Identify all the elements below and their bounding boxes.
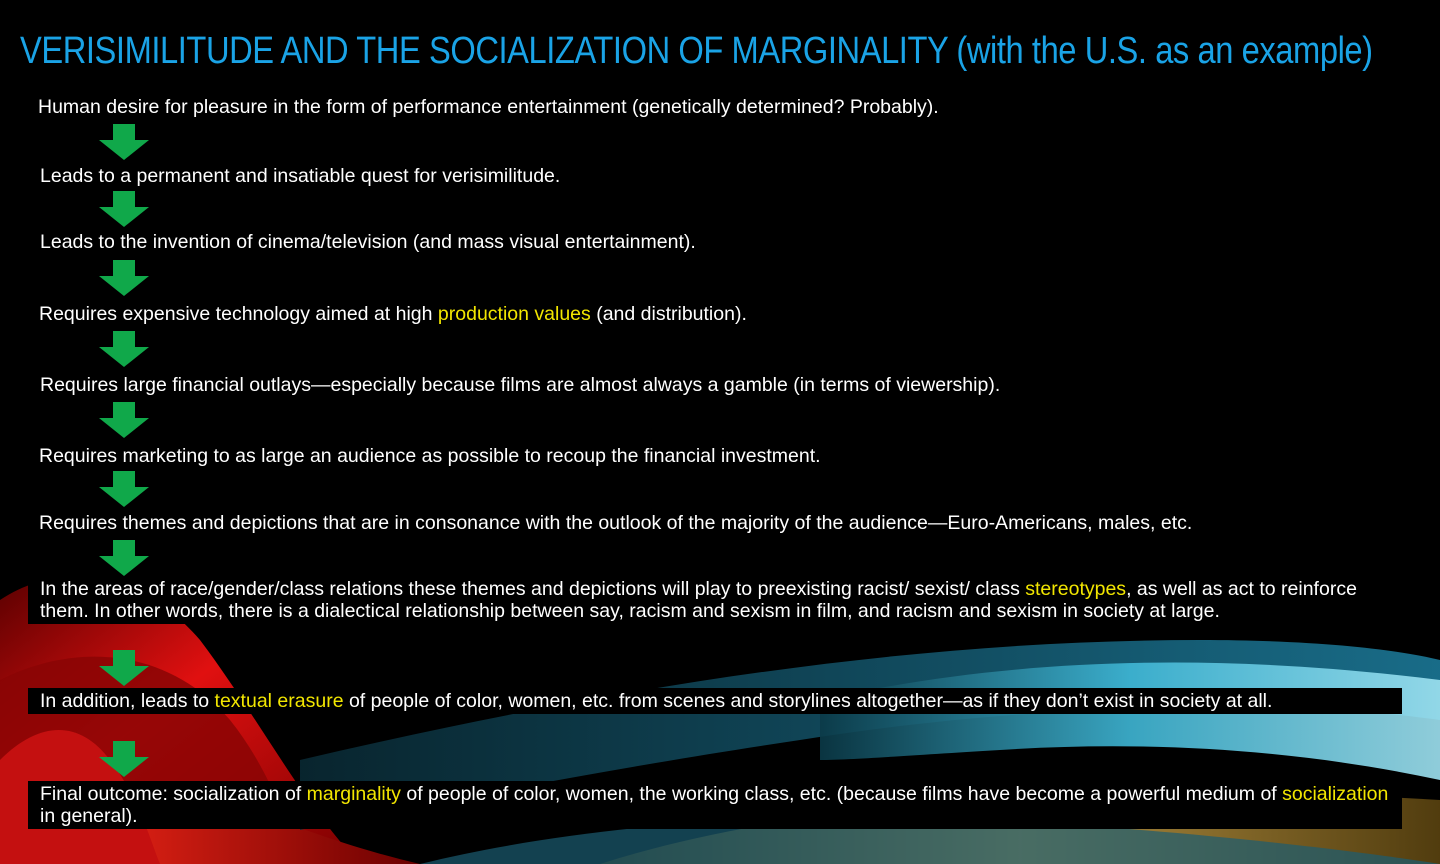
down-arrow-icon: [99, 650, 149, 686]
step-text: of people of color, women, etc. from scenes and storylines altogether—as if they don’t exist in society at all.: [343, 690, 1273, 712]
step-text: Requires expensive technology aimed at high: [39, 303, 438, 325]
step-text: in general).: [40, 805, 138, 827]
flow-step-7: [39, 512, 1429, 534]
step-text: In the areas of race/gender/class relations these themes and depictions will play to preexisting racist/ sexist/ class: [40, 578, 1026, 600]
step-text: of people of color, women, the working class, etc. (because films have become a powerful medium of: [400, 783, 1283, 805]
step-text: Requires themes and depictions that are in consonance with the outlook of the majority of the audience—Euro-Americans, males, etc.: [39, 512, 1193, 534]
step-text: In addition, leads to: [40, 690, 215, 712]
flow-step-5: [40, 374, 1430, 396]
down-arrow-icon: [99, 402, 149, 438]
step-text: Leads to the invention of cinema/television (and mass visual entertainment).: [40, 231, 696, 253]
down-arrow-icon: [99, 124, 149, 160]
step-text: Human desire for pleasure in the form of performance entertainment (genetically determined? Probably).: [38, 96, 939, 118]
highlight-term: production values: [437, 303, 591, 325]
flow-step-8: [28, 576, 1404, 624]
down-arrow-icon: [99, 471, 149, 507]
flow-step-9: [28, 688, 1402, 714]
page-title: VERISIMILITUDE AND THE SOCIALIZATION OF MARGINALITY (with the U.S. as an example): [20, 30, 1373, 72]
down-arrow-icon: [99, 741, 149, 777]
step-text: Leads to a permanent and insatiable quest for verisimilitude.: [40, 165, 561, 187]
down-arrow-icon: [99, 331, 149, 367]
step-text: Requires marketing to as large an audience as possible to recoup the financial investment.: [39, 445, 821, 467]
highlight-term: marginality: [306, 783, 401, 805]
step-text: (and distribution).: [590, 303, 747, 325]
highlight-term: textual erasure: [214, 690, 344, 712]
down-arrow-icon: [99, 540, 149, 576]
step-text: Requires large financial outlays—especially because films are almost always a gamble (in terms of viewership).: [40, 374, 1001, 396]
down-arrow-icon: [99, 191, 149, 227]
flow-step-2: [40, 165, 1430, 187]
flow-step-6: [39, 445, 1429, 467]
flow-step-4: [39, 303, 1429, 325]
highlight-term: stereotypes: [1025, 578, 1127, 600]
step-text: , as well as act to reinforce them. In other words, there is a dialectical relationship between say, racism and sexism in film, and racism and sexism in society at large.: [40, 578, 1357, 622]
down-arrow-icon: [99, 260, 149, 296]
flow-step-10: [28, 781, 1402, 829]
flow-step-1: [38, 96, 1428, 118]
highlight-term: socialization: [1282, 783, 1389, 805]
flow-step-3: [40, 231, 1430, 253]
step-text: Final outcome: socialization of: [40, 783, 307, 805]
